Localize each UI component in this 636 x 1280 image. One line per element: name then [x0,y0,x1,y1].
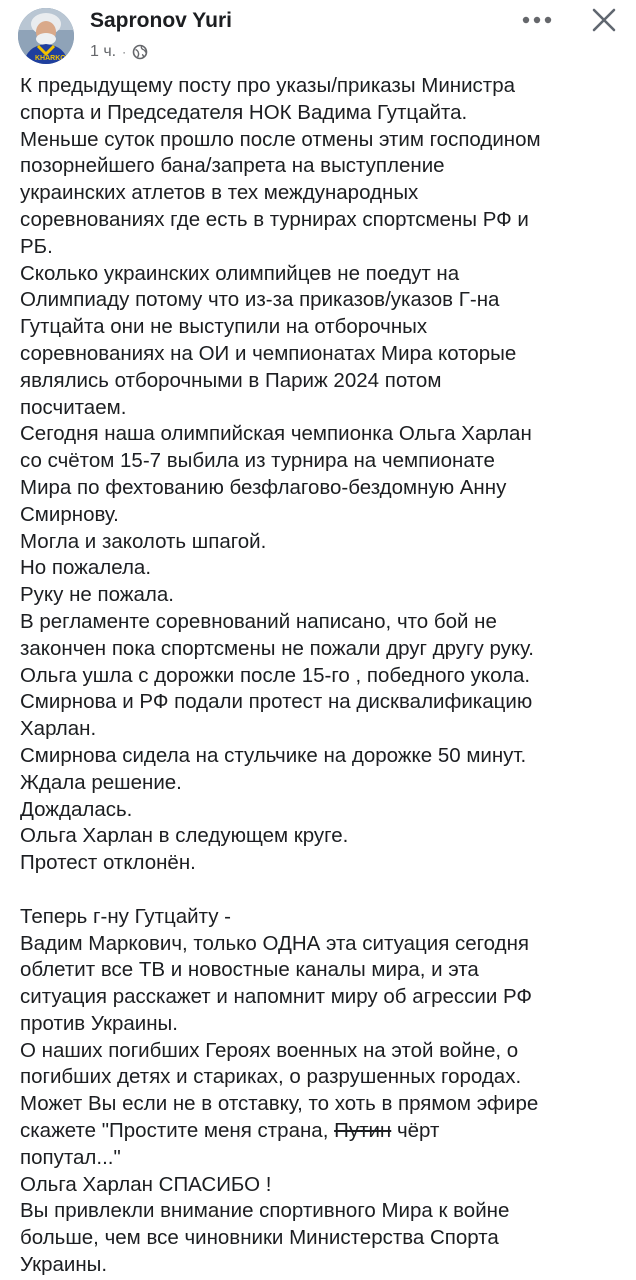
post-text-line: соревнованиях где есть в турнирах спортсмены РФ и [20,207,529,231]
close-icon [592,8,616,32]
avatar[interactable] [18,8,74,64]
post-text-line: Но пожалела. [20,556,152,580]
post-text-line: спорта и Председателя НОК Вадима Гутцайта. [20,100,468,124]
close-button[interactable] [586,4,622,36]
post-text-line: Сегодня наша олимпийская чемпионка Ольга Харлан [20,422,532,446]
post-text-line: Может Вы если не в отставку, то хоть в прямом эфире [20,1092,539,1116]
post-text-line: позорнейшего бана/запрета на выступление [20,154,445,178]
strike-line-before: скажете "Простите меня страна, [20,1119,335,1143]
avatar-text: KHARKOV [35,55,71,62]
strike-line-after: чёрт [391,1119,440,1143]
post-text-line: украинских атлетов в тех международных [20,181,419,205]
post-text-line: Ольга ушла с дорожки после 15-го , победного укола. [20,663,531,687]
post-text-line: Руку не пожала. [20,583,174,607]
more-horizontal-icon [522,16,552,24]
post-text-line: Смирнова сидела на стульчике на дорожке 50 минут. [20,743,527,767]
author-name[interactable]: Sapronov Yuri [90,9,232,32]
strikethrough-word: Путин [334,1119,392,1143]
post-text-line: ситуация расскажет и напомнит миру об агрессии РФ [20,985,532,1009]
meta-separator: · [122,45,127,59]
post-text-line: Сколько украинских олимпийцев не поедут на [20,261,460,285]
post-text-line: Дождалась. [20,797,133,821]
post-text-line: посчитаем. [20,395,127,419]
post-text-line: со счётом 15-7 выбила из турнира на чемпионате [20,449,495,473]
post-text-line: Смирнову. [20,502,119,526]
post-text-blank-line [20,877,626,904]
post-header [0,0,636,70]
post-text-line: Ольга Харлан СПАСИБО ! [20,1172,272,1196]
post-text-line: О наших погибших Героях военных на этой войне, о [20,1038,519,1062]
post-text-line: против Украины. [20,1011,178,1035]
post-text-line: попутал..." [20,1145,121,1169]
post-text-line: Украины. [20,1253,108,1277]
post-timestamp[interactable]: 1 ч. [90,43,117,60]
post-text-line: Вы привлекли внимание спортивного Мира к войне [20,1199,510,1223]
post-text-line: Харлан. [20,717,97,741]
post-text-line: Смирнова и РФ подали протест на дисквалификацию [20,690,533,714]
post-text-line: Мира по фехтованию безфлагово-бездомную Анну [20,475,507,499]
avatar-image [18,8,74,64]
post-text-line: погибших детях и стариках, о разрушенных городах. [20,1065,522,1089]
post-text-line-with-strikethrough [20,1118,626,1145]
post-text-line: Могла и заколоть шпагой. [20,529,267,553]
post-text-line: Олимпиаду потому что из-за приказов/указов Г-на [20,288,500,312]
post-text-line: закончен пока спортсмены не пожали друг другу руку. [20,636,534,660]
post-text-line: В регламенте соревнований написано, что бой не [20,609,497,633]
post-text-line: больше, чем все чиновники Министерства Спорта [20,1226,499,1250]
post-text-line: Теперь г-ну Гутцайту - [20,904,231,928]
post-text-line: К предыдущему посту про указы/приказы Министра [20,74,516,97]
post-text-line: Вадим Маркович, только ОДНА эта ситуация сегодня [20,931,530,955]
post-text [20,73,626,1279]
post-text-line: облетит все ТВ и новостные каналы мира, и эта [20,958,479,982]
post-text-line: Ольга Харлан в следующем круге. [20,824,349,848]
post-text-line: Гутцайта они не выступили на отборочных [20,315,428,339]
post-text-line: Протест отклонён. [20,851,196,875]
post-text-line: Меньше суток прошло после отмены этим господином [20,127,541,151]
globe-icon[interactable] [132,44,148,60]
post-text-line: РБ. [20,234,53,258]
more-options-button[interactable] [517,6,557,34]
post-text-line: являлись отборочными в Париж 2024 потом [20,368,442,392]
post-meta [90,42,148,62]
post-text-line: Ждала решение. [20,770,182,794]
post-text-line: соревнованиях на ОИ и чемпионатах Мира которые [20,341,517,365]
